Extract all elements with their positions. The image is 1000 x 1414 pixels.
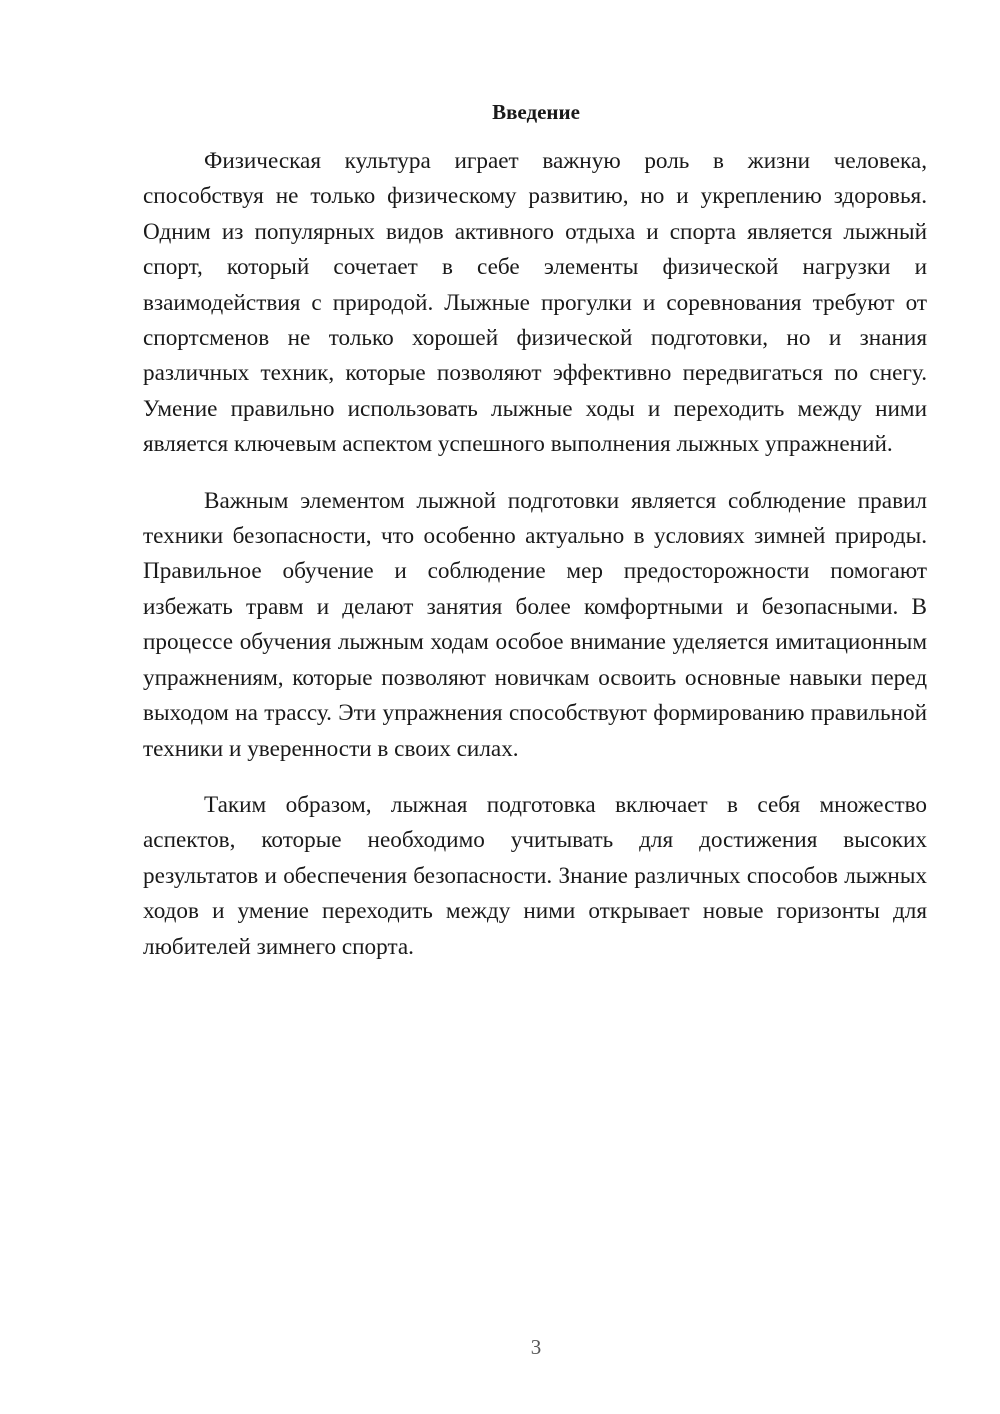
section-title: Введение [492, 100, 580, 124]
body-text [143, 144, 927, 965]
page-number: 3 [530, 1335, 542, 1359]
paragraph-1: Физическая культура играет важную роль в жизни человека, способствуя не только физическому развитию, но и укреплению здоровья. Одним из популярных видов активного отдыха и спорта является лыжный спорт, который сочетает в себе элементы физической нагрузки и взаимодействия с природой. Лыжные прогулки и соревнования требуют от спортсменов не только хорошей физической подготовки, но и знания различных техник, которые позволяют эффективно передвигаться по снегу. Умение правильно использовать лыжные ходы и переходить между ними является ключевым аспектом успешного выполнения лыжных упражнений. [143, 148, 927, 458]
paragraph-2: Важным элементом лыжной подготовки является соблюдение правил техники безопасности, что особенно актуально в условиях зимней природы. Правильное обучение и соблюдение мер предосторожности помогают избежать травм и делают занятия более комфортными и безопасными. В процессе обучения лыжным ходам особое внимание уделяется имитационным упражнениям, которые позволяют новичкам освоить основные навыки перед выходом на трассу. Эти упражнения способствуют формированию правильной техники и уверенности в своих силах. [143, 487, 927, 762]
paragraph-3: Таким образом, лыжная подготовка включает в себя множество аспектов, которые необходимо учитывать для достижения высоких результатов и обеспечения безопасности. Знание различных способов лыжных ходов и умение переходить между ними открывает новые горизонты для любителей зимнего спорта. [143, 791, 927, 960]
